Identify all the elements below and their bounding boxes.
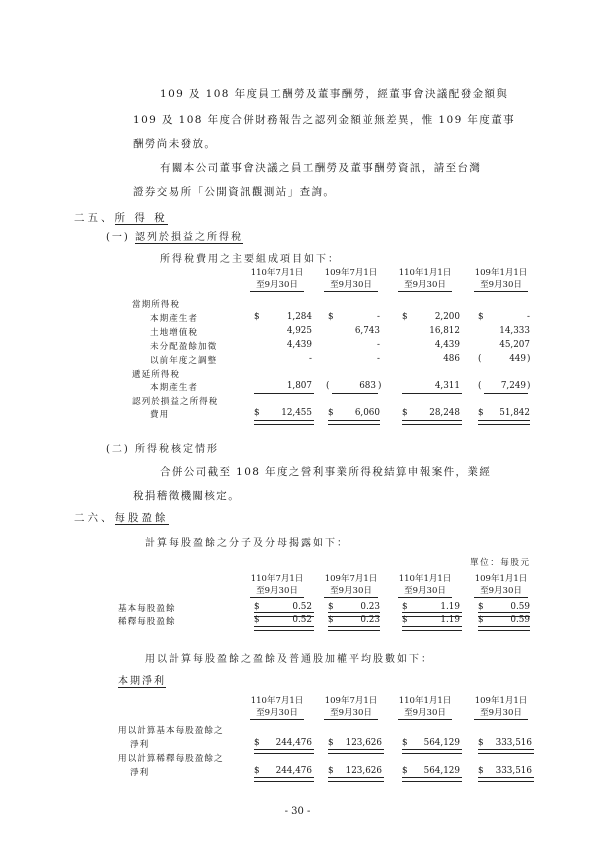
currency-symbol: $ (478, 602, 484, 612)
total-double-underline (402, 626, 462, 631)
table-cell: 0.23 (360, 602, 380, 612)
row-label: 土地增值稅 (150, 328, 198, 338)
table-cell: 683 (359, 381, 376, 391)
column-header: 109年7月1日 至9月30日 (318, 574, 384, 598)
unit-label: 單位：每股元 (470, 558, 531, 568)
table-cell: 7,249 (500, 381, 526, 391)
table-cell: 12,455 (281, 408, 312, 418)
table-intro: 所得稅費用之主要組成項目如下： (160, 254, 340, 265)
currency-symbol: $ (254, 312, 260, 322)
table-cell: 0.59 (510, 615, 530, 625)
table-cell: 4,925 (286, 326, 312, 336)
row-label: 遞延所得稅 (132, 370, 180, 380)
column-header: 109年7月1日 至9月30日 (318, 696, 384, 720)
table-cell: 123,626 (345, 738, 382, 748)
row-label: 基本每股盈餘 (118, 604, 176, 614)
column-header: 109年1月1日 至9月30日 (468, 696, 534, 720)
total-double-underline (402, 749, 462, 754)
currency-symbol: $ (254, 615, 260, 625)
currency-symbol: $ (478, 312, 484, 322)
subtotal-underline (402, 393, 462, 394)
table-cell: 1,807 (286, 381, 312, 391)
currency-symbol: $ (478, 408, 484, 418)
row-label: 費用 (150, 410, 170, 420)
currency-symbol: $ (328, 312, 334, 322)
paren-open: ( (326, 381, 330, 391)
currency-symbol: $ (254, 408, 260, 418)
table-cell: 4,439 (286, 340, 312, 350)
table-cell: 244,476 (275, 738, 312, 748)
page-number: - 30 - (284, 806, 311, 817)
total-double-underline (328, 420, 380, 425)
table-cell: 4,439 (434, 340, 460, 350)
column-header: 110年1月1日 至9月30日 (392, 268, 458, 292)
currency-symbol: $ (402, 312, 408, 322)
section-number: 二五、 (74, 212, 115, 224)
currency-symbol: $ (402, 615, 408, 625)
paragraph-line: 合併公司截至 108 年度之營利事業所得稅結算申報案件，業經 (160, 466, 492, 478)
total-double-underline (254, 749, 314, 754)
subsection-heading (106, 440, 219, 455)
table-cell: - (377, 340, 380, 350)
total-double-underline (328, 777, 384, 782)
subsection-title: 所得稅核定情形 (135, 444, 219, 455)
currency-symbol: $ (328, 602, 334, 612)
section-number: 二六、 (74, 512, 115, 524)
table-cell: 1.19 (440, 615, 460, 625)
table-cell: 486 (443, 354, 460, 364)
table-cell: 0.59 (510, 602, 530, 612)
table-cell: 0.23 (360, 615, 380, 625)
paren-close: ) (378, 381, 382, 391)
column-header: 110年7月1日 至9月30日 (244, 574, 310, 598)
row-label: 本期產生者 (150, 383, 198, 393)
column-header: 110年1月1日 至9月30日 (392, 574, 458, 598)
table-cell: 1.19 (440, 602, 460, 612)
paragraph-line: 有關本公司董事會決議之員工酬勞及董事酬勞資訊，請至台灣 (160, 162, 482, 174)
currency-symbol: $ (402, 738, 408, 748)
table-subheading: 本期淨利 (118, 676, 166, 687)
total-double-underline (402, 777, 462, 782)
table-cell: 28,248 (429, 408, 460, 418)
currency-symbol: $ (478, 766, 484, 776)
row-label: 本期產生者 (150, 314, 198, 324)
paragraph-line: 稅捐稽徵機關核定。 (133, 490, 241, 502)
section-heading (74, 210, 168, 225)
table-cell: 6,743 (354, 326, 380, 336)
table-intro: 用以計算每股盈餘之盈餘及普通股加權平均股數如下： (145, 654, 433, 665)
table-cell: - (527, 312, 530, 322)
subsection-heading (106, 228, 243, 243)
table-cell: - (377, 312, 380, 322)
table-intro: 計算每股盈餘之分子及分母揭露如下： (145, 538, 349, 549)
table-cell: 564,129 (423, 766, 460, 776)
paren-close: ) (527, 354, 531, 364)
total-double-underline (478, 626, 530, 631)
column-header: 109年1月1日 至9月30日 (468, 268, 534, 292)
subtotal-underline (254, 393, 314, 394)
row-label: 淨利 (130, 740, 150, 750)
column-header: 110年1月1日 至9月30日 (392, 696, 458, 720)
subtotal-underline (484, 393, 528, 394)
row-label: 認列於損益之所得稅 (132, 397, 219, 407)
table-cell: 2,200 (434, 312, 460, 322)
column-header: 109年7月1日 至9月30日 (318, 268, 384, 292)
total-double-underline (254, 777, 314, 782)
table-cell: 14,333 (499, 326, 530, 336)
table-cell: 123,626 (345, 766, 382, 776)
subtotal-underline (332, 393, 378, 394)
subsection-number: (二) (106, 444, 130, 455)
row-label: 用以計算基本每股盈餘之 (118, 726, 224, 736)
subsection-title: 認列於損益之所得稅 (135, 232, 243, 243)
total-double-underline (328, 626, 380, 631)
table-cell: 4,311 (434, 381, 460, 391)
table-cell: 16,812 (429, 326, 460, 336)
table-cell: 0.52 (292, 602, 312, 612)
table-cell: 1,284 (286, 312, 312, 322)
section-title: 所 得 稅 (114, 212, 168, 224)
currency-symbol: $ (254, 766, 260, 776)
table-cell: 449 (509, 354, 526, 364)
table-cell: 564,129 (423, 738, 460, 748)
currency-symbol: $ (402, 766, 408, 776)
table-cell: - (309, 354, 312, 364)
currency-symbol: $ (328, 408, 334, 418)
total-double-underline (402, 420, 462, 425)
row-label: 未分配盈餘加徵 (150, 342, 218, 352)
currency-symbol: $ (402, 408, 408, 418)
row-label: 以前年度之調整 (150, 356, 218, 366)
currency-symbol: $ (478, 738, 484, 748)
subsection-number: (一) (106, 232, 130, 243)
total-double-underline (478, 777, 534, 782)
table-cell: 244,476 (275, 766, 312, 776)
currency-symbol: $ (328, 738, 334, 748)
paragraph-line: 證券交易所「公開資訊觀測站」查詢。 (133, 186, 336, 198)
row-label: 用以計算稀釋每股盈餘之 (118, 754, 224, 764)
paragraph-line: 109 及 108 年度員工酬勞及董事酬勞，經董事會決議配發金額與 (160, 88, 509, 100)
section-heading (74, 510, 169, 525)
column-header: 109年1月1日 至9月30日 (468, 574, 534, 598)
currency-symbol: $ (328, 766, 334, 776)
table-cell: 51,842 (499, 408, 530, 418)
table-cell: 333,516 (495, 766, 532, 776)
paren-close: ) (527, 381, 531, 391)
total-double-underline (328, 749, 384, 754)
currency-symbol: $ (254, 738, 260, 748)
paren-open: ( (478, 381, 482, 391)
currency-symbol: $ (254, 602, 260, 612)
column-header: 110年7月1日 至9月30日 (244, 268, 310, 292)
table-cell: 6,060 (354, 408, 380, 418)
currency-symbol: $ (402, 602, 408, 612)
row-label: 淨利 (130, 768, 150, 778)
table-cell: 45,207 (499, 340, 530, 350)
total-double-underline (478, 749, 534, 754)
paragraph-line: 109 及 108 年度合併財務報告之認列金額並無差異，惟 109 年度董事 (133, 114, 516, 126)
table-cell: - (377, 354, 380, 364)
currency-symbol: $ (478, 615, 484, 625)
row-label: 稀釋每股盈餘 (118, 617, 176, 627)
total-double-underline (478, 420, 530, 425)
table-cell: 333,516 (495, 738, 532, 748)
section-title: 每股盈餘 (114, 512, 169, 524)
paren-open: ( (478, 354, 482, 364)
total-double-underline (254, 626, 314, 631)
paragraph-line: 酬勞尚未發放。 (133, 138, 217, 150)
total-double-underline (254, 420, 314, 425)
row-label: 當期所得稅 (132, 300, 180, 310)
table-cell: 0.52 (292, 615, 312, 625)
column-header: 110年7月1日 至9月30日 (244, 696, 310, 720)
currency-symbol: $ (328, 615, 334, 625)
